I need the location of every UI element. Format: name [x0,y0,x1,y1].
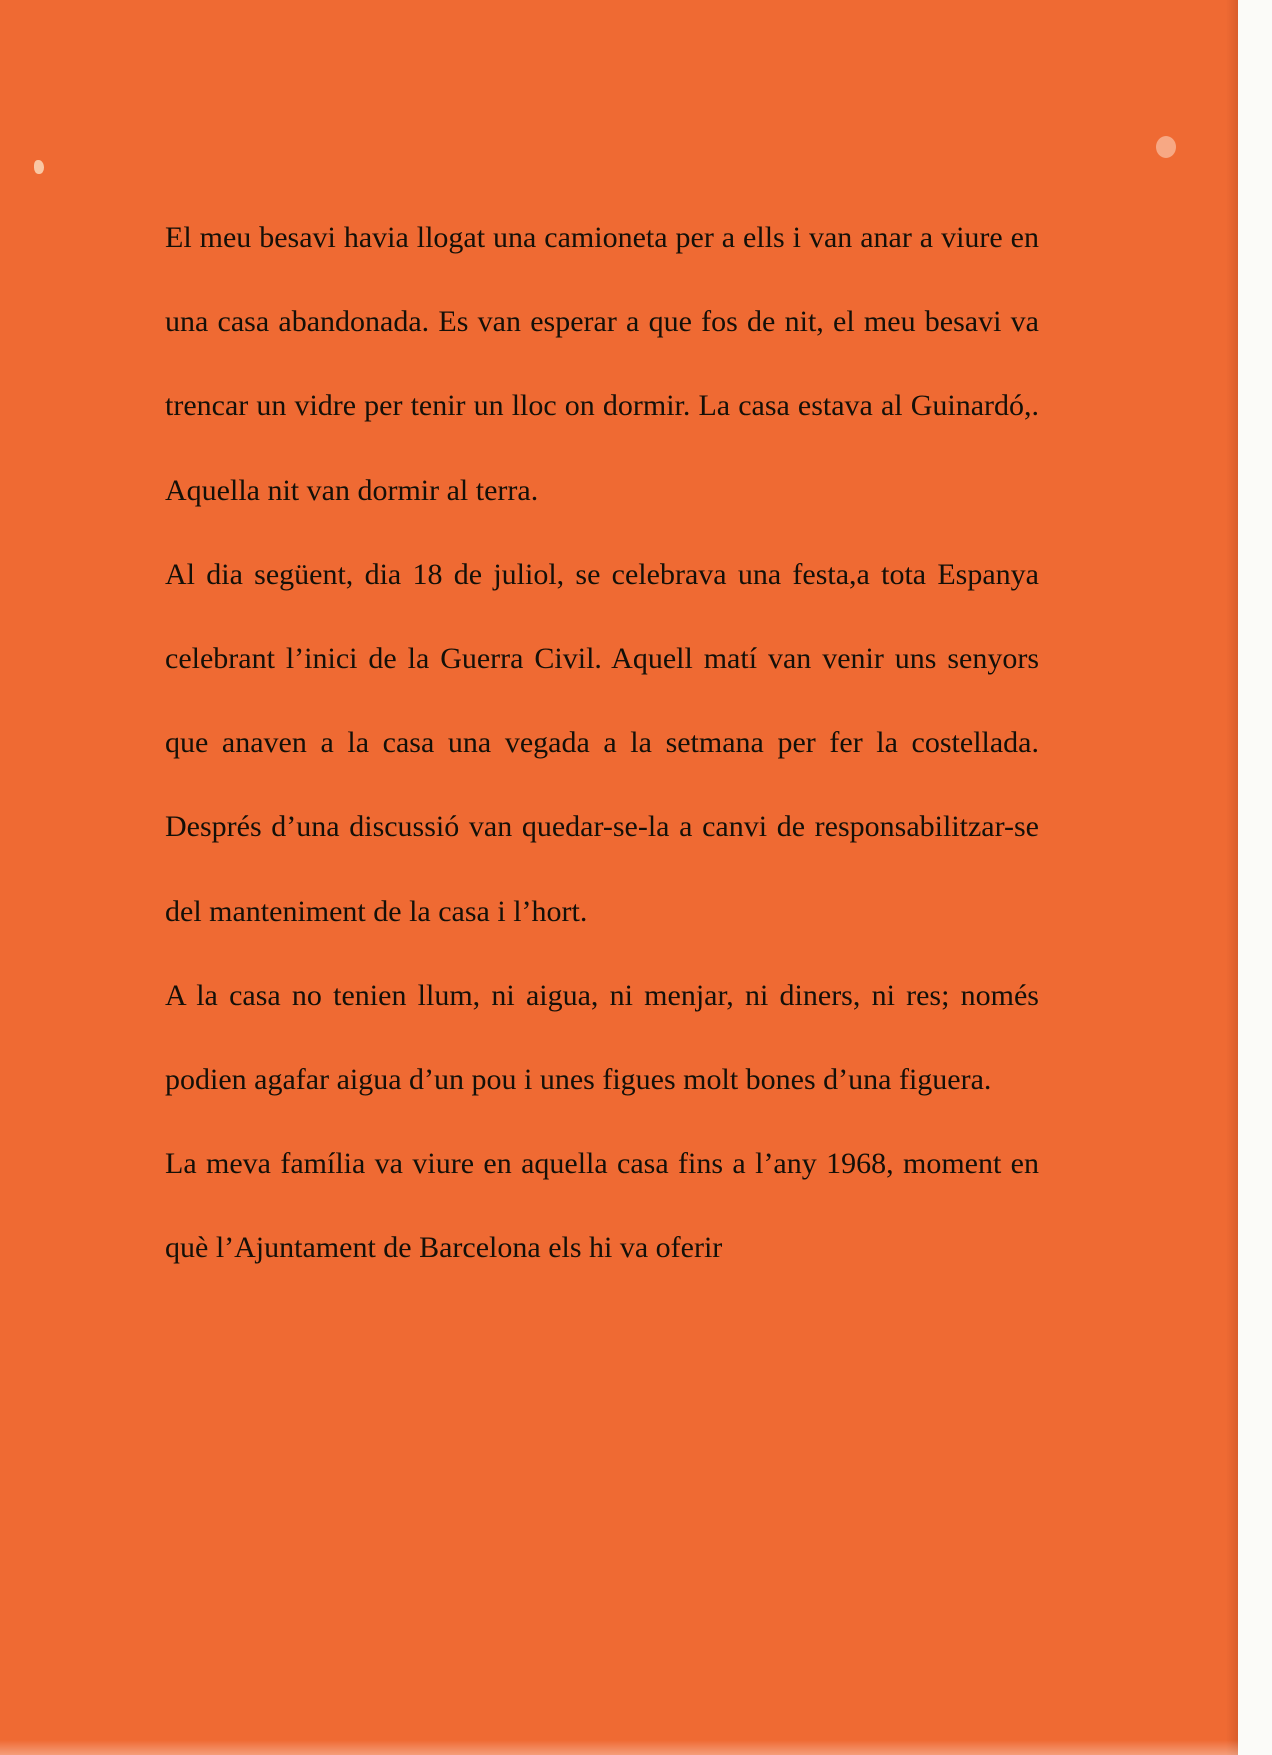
paper-blemish-right [1156,136,1176,158]
paragraph-4: La meva família va viure en aquella casa fins a l’any 1968, moment en què l’Ajuntament de Barcelona els hi va oferir [165,1147,1039,1265]
paragraph-3: A la casa no tenien llum, ni aigua, ni menjar, ni diners, ni res; només podien agafar aigua d’un pou i unes figues molt bones d’una figuera. [165,978,1039,1097]
scanner-background-strip [1238,0,1272,1755]
paper-blemish-left [34,160,44,174]
paragraph-1: El meu besavi havia llogat una camioneta per a ells i van anar a viure en una casa abandonada. Es van esperar a que fos de nit, el meu besavi va trencar un vidre per tenir un lloc on dormir. La casa estava al Guinardó,. Aquella nit van dormir al terra. [165,221,1039,507]
page-bottom-edge [0,1740,1238,1755]
paragraph-2: Al dia següent, dia 18 de juliol, se celebrava una festa,a tota Espanya celebrant l’inici de la Guerra Civil. Aquell matí van venir uns senyors que anaven a la casa una vegada a la setmana per fer la costellada. Després d’una discussió van quedar-se-la a canvi de responsabilitzar-se del manteniment de la casa i l’hort. [165,557,1039,928]
page-edge-shadow [1226,0,1238,1755]
body-text [165,196,1039,1291]
